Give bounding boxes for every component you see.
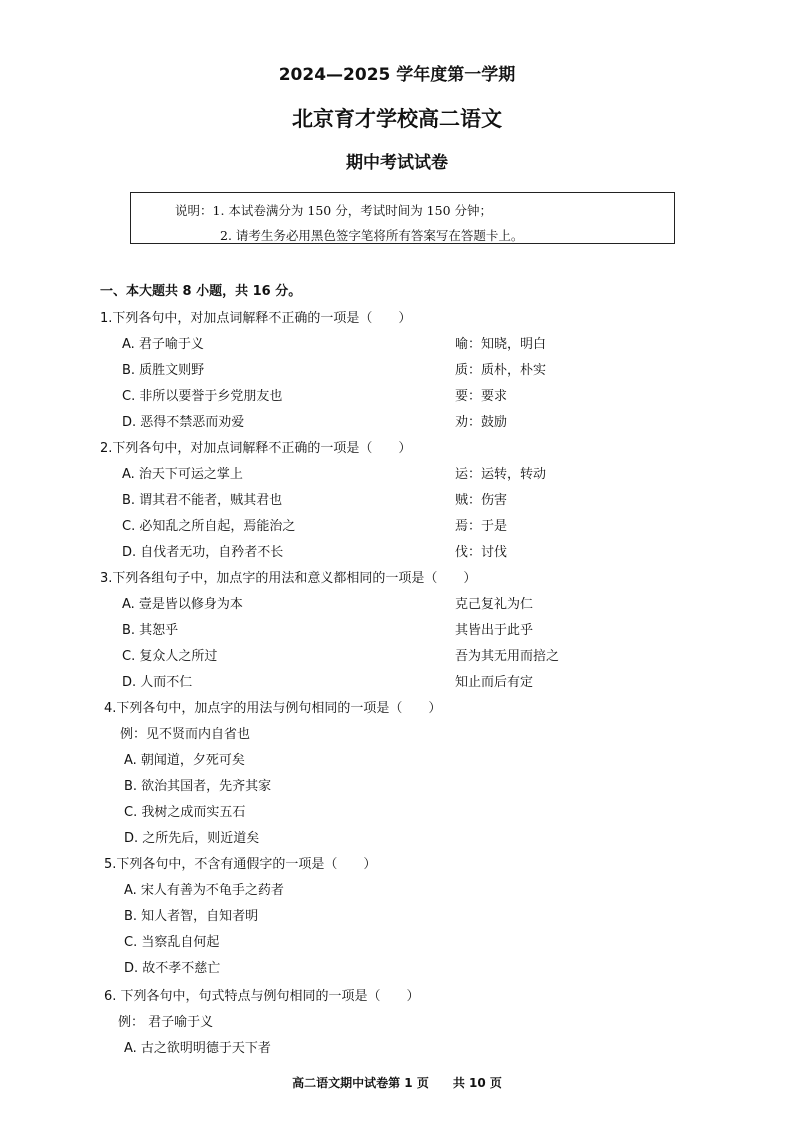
q2-option-b: B. 谓其君不能者，贼其君也 — [122, 493, 283, 508]
q3-pair-c: 吾为其无用而掊之 — [455, 649, 560, 664]
q5-option-d: D. 故不孝不慈亡 — [124, 961, 221, 976]
q2-option-c: C. 必知乱之所自起，焉能治之 — [122, 519, 296, 534]
exam-title: 期中考试试卷 — [346, 153, 448, 173]
q2-option-d: D. 自伐者无功，自矜者不长 — [122, 545, 284, 560]
q1-option-b: B. 质胜文则野 — [122, 363, 205, 378]
page-footer: 高二语文期中试卷第 1 页 共 10 页 — [292, 1076, 502, 1090]
q1-gloss-d: 劝：鼓励 — [455, 415, 508, 430]
q3-pair-d: 知止而后有定 — [455, 675, 534, 690]
q3-option-b: B. 其恕乎 — [122, 623, 179, 638]
q5-option-a: A. 宋人有善为不龟手之药者 — [124, 883, 284, 898]
q5-option-c: C. 当察乱自何起 — [124, 935, 220, 950]
q3-option-d: D. 人而不仁 — [122, 675, 193, 690]
q3-pair-b: 其皆出于此乎 — [455, 623, 534, 638]
q1-gloss-c: 要：要求 — [455, 389, 508, 404]
instruction-1: 说明：1. 本试卷满分为 150 分，考试时间为 150 分钟； — [175, 203, 493, 218]
q2-gloss-c: 焉：于是 — [455, 519, 508, 534]
q4-option-b: B. 欲治其国者，先齐其家 — [124, 779, 272, 794]
q2-option-a: A. 治天下可运之掌上 — [122, 467, 243, 482]
question-3-stem: 3.下列各组句子中，加点字的用法和意义都相同的一项是（ ） — [100, 571, 477, 586]
section-heading: 一、本大题共 8 小题，共 16 分。 — [100, 284, 302, 299]
question-1-stem: 1.下列各句中，对加点词解释不正确的一项是（ ） — [100, 311, 412, 326]
q1-option-c: C. 非所以要誉于乡党朋友也 — [122, 389, 283, 404]
q4-option-d: D. 之所先后，则近道矣 — [124, 831, 260, 846]
q4-option-a: A. 朝闻道，夕死可矣 — [124, 753, 245, 768]
q1-option-d: D. 恶得不禁恶而劝爱 — [122, 415, 245, 430]
q4-example: 例：见不贤而内自省也 — [120, 727, 251, 742]
question-6-stem: 6. 下列各句中，句式特点与例句相同的一项是（ ） — [104, 989, 420, 1004]
q2-gloss-b: 贼：伤害 — [455, 493, 508, 508]
q3-pair-a: 克己复礼为仁 — [455, 597, 534, 612]
q3-option-a: A. 壹是皆以修身为本 — [122, 597, 243, 612]
q1-gloss-b: 质：质朴，朴实 — [455, 363, 547, 378]
exam-term: 2024—2025 学年度第一学期 — [278, 65, 516, 85]
q6-option-a: A. 古之欲明明德于天下者 — [124, 1041, 271, 1056]
question-4-stem: 4.下列各句中，加点字的用法与例句相同的一项是（ ） — [104, 701, 442, 716]
q4-option-c: C. 我树之成而实五石 — [124, 805, 246, 820]
q6-example: 例： 君子喻于义 — [118, 1015, 214, 1030]
q1-gloss-a: 喻：知晓，明白 — [455, 337, 547, 352]
q2-gloss-d: 伐：讨伐 — [455, 545, 508, 560]
q5-option-b: B. 知人者智，自知者明 — [124, 909, 259, 924]
q3-option-c: C. 复众人之所过 — [122, 649, 218, 664]
question-5-stem: 5.下列各句中，不含有通假字的一项是（ ） — [104, 857, 377, 872]
q2-gloss-a: 运：运转，转动 — [455, 467, 547, 482]
exam-school-subject: 北京育才学校高二语文 — [292, 107, 502, 131]
q1-option-a: A. 君子喻于义 — [122, 337, 204, 352]
question-2-stem: 2.下列各句中，对加点词解释不正确的一项是（ ） — [100, 441, 412, 456]
instruction-2: 2. 请考生务必用黑色签字笔将所有答案写在答题卡上。 — [220, 228, 524, 243]
